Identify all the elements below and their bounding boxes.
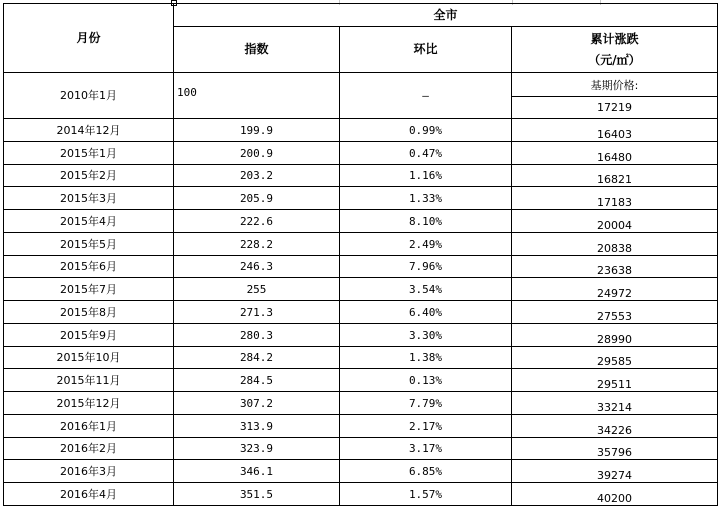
row-month: 2016年1月 — [60, 419, 117, 433]
row-month: 2016年3月 — [60, 465, 117, 479]
row-price: 16403 — [597, 127, 632, 141]
row-price: 35796 — [597, 446, 632, 460]
row-divider — [3, 186, 718, 187]
row-index: 346.1 — [239, 465, 274, 479]
row-price: 29511 — [597, 378, 632, 392]
row-index: 228.2 — [239, 237, 274, 251]
row-index: 271.3 — [239, 305, 274, 319]
row-price: 33214 — [597, 400, 632, 414]
row-divider — [3, 232, 718, 233]
row-price: 34226 — [597, 423, 632, 437]
row-mom: 0.13% — [408, 374, 443, 388]
row-month: 2015年6月 — [60, 260, 117, 274]
row-price: 28990 — [597, 332, 632, 346]
row-divider — [3, 346, 718, 347]
row-divider — [3, 164, 718, 165]
row-divider — [3, 141, 718, 142]
base-month: 2010年1月 — [60, 89, 117, 102]
header-month: 月份 — [76, 30, 101, 45]
header-mom: 环比 — [413, 42, 438, 56]
row-price: 40200 — [597, 491, 632, 505]
row-mom: 0.99% — [408, 123, 443, 137]
header-city: 全市 — [433, 7, 458, 22]
row-month: 2015年5月 — [60, 237, 117, 251]
row-divider — [3, 72, 718, 73]
row-month: 2015年9月 — [60, 328, 117, 342]
row-month: 2016年2月 — [60, 442, 117, 456]
row-index: 205.9 — [239, 192, 274, 206]
row-index: 307.2 — [239, 396, 274, 410]
row-index: 284.2 — [239, 351, 274, 365]
row-mom: 6.85% — [408, 465, 443, 479]
row-index: 313.9 — [239, 419, 274, 433]
row-index: 200.9 — [239, 146, 274, 160]
row-mom: 8.10% — [408, 214, 443, 228]
row-mom: 1.33% — [408, 192, 443, 206]
row-index: 280.3 — [239, 328, 274, 342]
row-month: 2015年2月 — [60, 169, 117, 183]
row-divider — [511, 96, 718, 97]
row-price: 39274 — [597, 469, 632, 483]
row-month: 2015年12月 — [56, 396, 121, 410]
row-divider — [3, 414, 718, 415]
row-price: 17183 — [597, 196, 632, 210]
base-mom: — — [422, 89, 429, 102]
header-index: 指数 — [244, 42, 269, 56]
row-price: 20004 — [597, 218, 632, 232]
row-month: 2016年4月 — [60, 487, 117, 501]
row-divider — [3, 323, 718, 324]
row-month: 2015年8月 — [60, 305, 117, 319]
column-divider — [511, 26, 512, 505]
row-index: 351.5 — [239, 487, 274, 501]
row-divider — [3, 391, 718, 392]
row-month: 2014年12月 — [56, 123, 121, 137]
row-mom: 3.30% — [408, 328, 443, 342]
row-mom: 3.54% — [408, 283, 443, 297]
row-index: 222.6 — [239, 214, 274, 228]
row-price: 24972 — [597, 287, 632, 301]
header-cumulative: 累计涨跌 — [590, 31, 639, 46]
row-mom: 3.17% — [408, 442, 443, 456]
base-index: 100 — [177, 85, 197, 99]
row-divider — [3, 300, 718, 301]
row-mom: 0.47% — [408, 146, 443, 160]
row-divider — [3, 459, 718, 460]
row-mom: 2.17% — [408, 419, 443, 433]
row-price: 29585 — [597, 355, 632, 369]
row-month: 2015年10月 — [56, 351, 121, 365]
row-index: 323.9 — [239, 442, 274, 456]
row-mom: 1.57% — [408, 487, 443, 501]
row-divider — [3, 505, 718, 506]
row-divider — [3, 368, 718, 369]
row-mom: 7.79% — [408, 396, 443, 410]
row-mom: 1.16% — [408, 169, 443, 183]
row-divider — [3, 255, 718, 256]
row-month: 2015年4月 — [60, 214, 117, 228]
column-divider — [3, 3, 4, 505]
row-month: 2015年3月 — [60, 192, 117, 206]
row-divider — [3, 277, 718, 278]
row-price: 27553 — [597, 309, 632, 323]
row-divider — [3, 118, 718, 119]
row-divider — [173, 26, 718, 27]
column-divider — [339, 26, 340, 505]
row-price: 20838 — [597, 241, 632, 255]
row-divider — [3, 209, 718, 210]
row-price: 16480 — [597, 150, 632, 164]
row-mom: 1.38% — [408, 351, 443, 365]
column-divider — [717, 3, 718, 505]
base-price-label: 基期价格: — [590, 78, 639, 92]
row-month: 2015年1月 — [60, 146, 117, 160]
row-index: 246.3 — [239, 260, 274, 274]
row-divider — [3, 437, 718, 438]
row-divider — [3, 482, 718, 483]
row-price: 16821 — [597, 173, 632, 187]
row-index: 203.2 — [239, 169, 274, 183]
row-mom: 2.49% — [408, 237, 443, 251]
header-cumulative-unit: （元/㎡） — [588, 52, 641, 67]
row-index: 199.9 — [239, 123, 274, 137]
row-index: 255 — [246, 283, 267, 297]
row-mom: 6.40% — [408, 305, 443, 319]
row-month: 2015年11月 — [56, 374, 121, 388]
row-divider — [3, 3, 718, 4]
row-month: 2015年7月 — [60, 283, 117, 297]
row-mom: 7.96% — [408, 260, 443, 274]
row-index: 284.5 — [239, 374, 274, 388]
column-divider — [173, 3, 174, 505]
row-price: 23638 — [597, 264, 632, 278]
base-price: 17219 — [597, 101, 632, 114]
